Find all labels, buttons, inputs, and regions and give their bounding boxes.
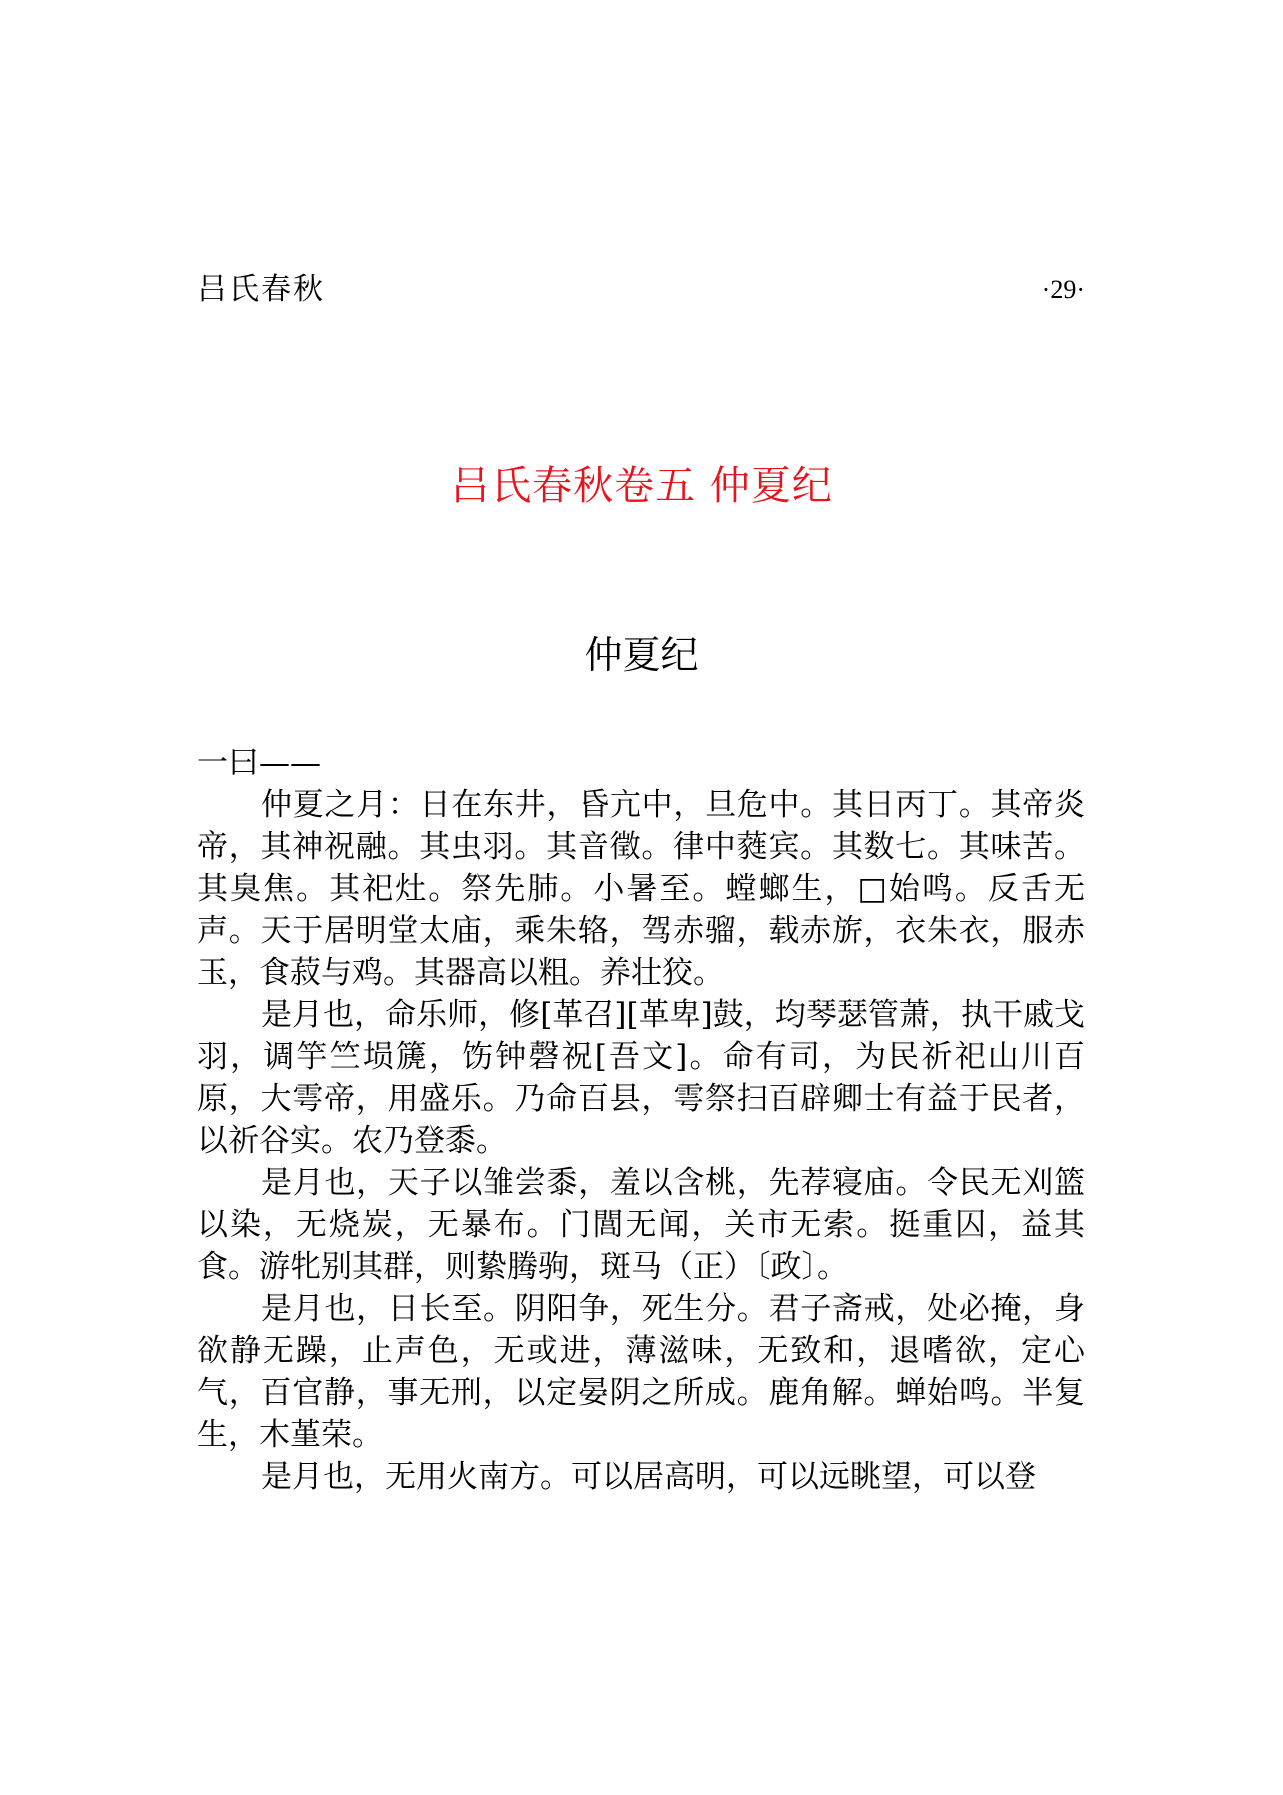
paragraph: 是月也，命乐师，修[革召][革卑]鼓，均琴瑟管萧，执干戚戈羽，调竽竺埙篪，饬钟磬祝[吾文]。命有司，为民祈祀山川百原，大雩帝，用盛乐。乃命百县，雩祭扫百辟卿士有益于民者，以祈谷实。农乃登黍。 <box>197 997 1085 1159</box>
paragraph: 仲夏之月：日在东井，昏亢中，旦危中。其日丙丁。其帝炎帝，其神祝融。其虫羽。其音徵。律中蕤宾。其数七。其味苦。其臭焦。其祀灶。祭先肺。小暑至。螳螂生，□始鸣。反舌无声。天于居明堂太庙，乘朱辂，驾赤骝，载赤旂，衣朱衣，服赤玉，食菽与鸡。其器高以粗。养壮狡。 <box>197 787 1085 991</box>
running-title: 吕氏春秋 <box>197 272 325 307</box>
section-marker: 一曰—— <box>197 745 321 781</box>
chapter-title: 仲夏纪 <box>584 633 699 677</box>
page-number: ·29· <box>1041 275 1085 304</box>
paragraph: 是月也，天子以雏尝黍，羞以含桃，先荐寝庙。令民无刈篮以染，无烧炭，无暴布。门閭无闻，关市无索。挺重囚，益其食。游牝别其群，则絷腾驹，斑马（正）〔政〕。 <box>197 1165 1085 1285</box>
paragraph: 是月也，无用火南方。可以居高明，可以远眺望，可以登 <box>261 1459 1036 1495</box>
volume-title: 吕氏春秋卷五 仲夏纪 <box>450 463 833 509</box>
body-text <box>197 742 1085 1498</box>
paragraph: 是月也，日长至。阴阳争，死生分。君子斋戒，处必掩，身欲静无躁，止声色，无或进，薄滋味，无致和，退嗜欲，定心气，百官静，事无刑，以定晏阴之所成。鹿角解。蝉始鸣。半复生，木堇荣。 <box>197 1291 1085 1453</box>
